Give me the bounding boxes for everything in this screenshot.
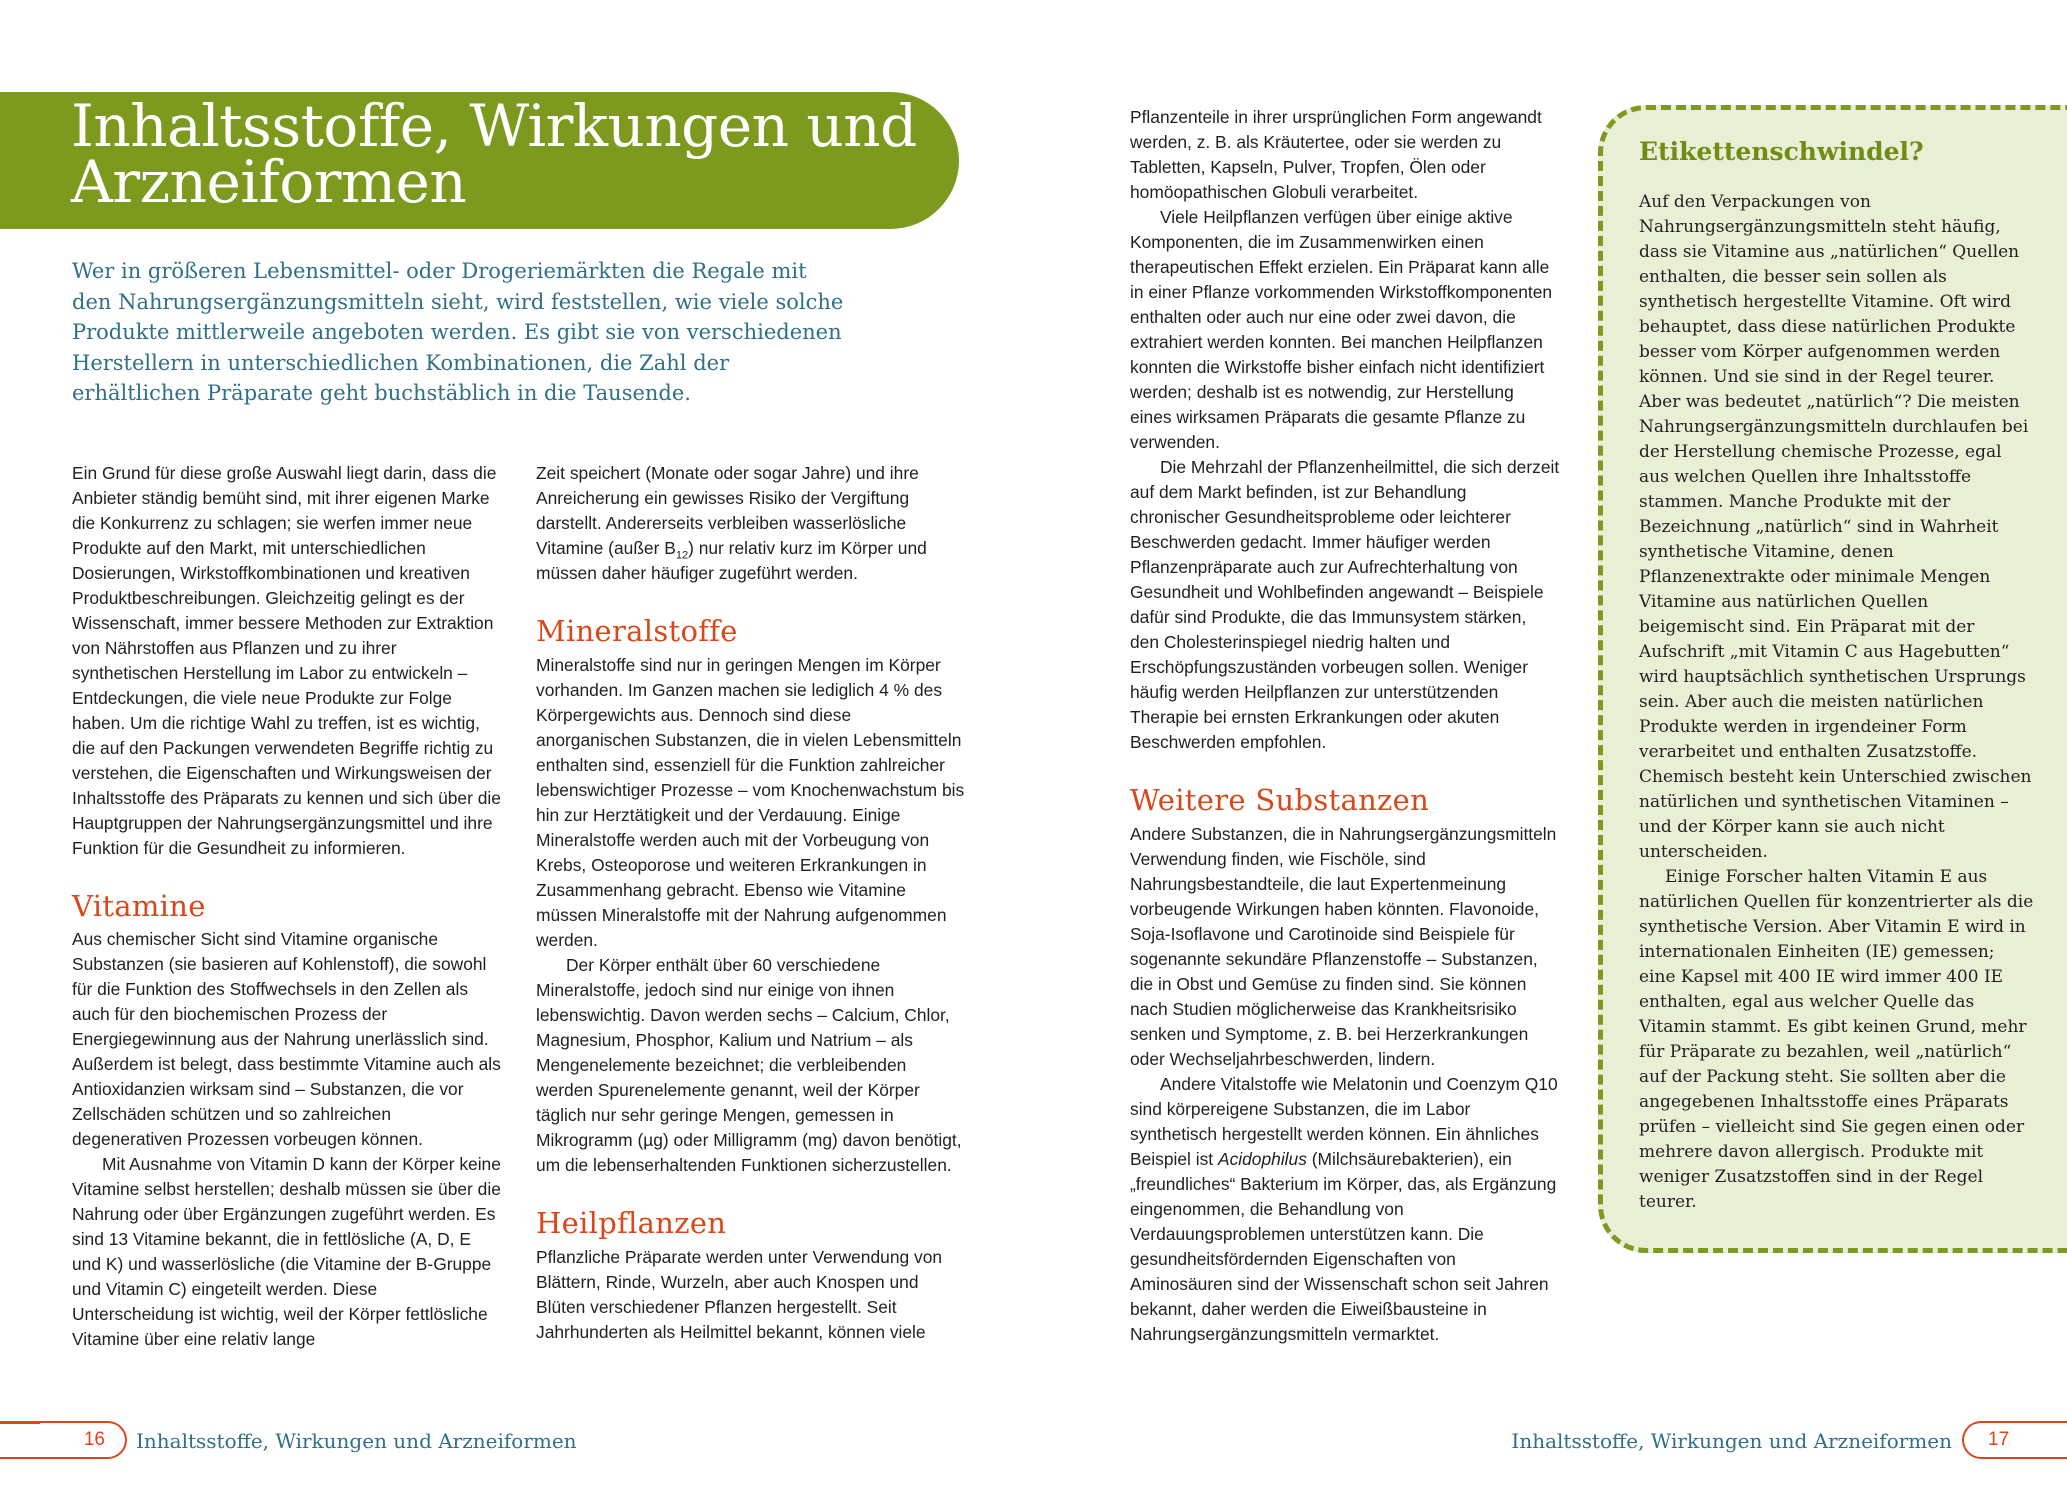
sidebar-paragraph: Einige Forscher halten Vitamin E aus natürlichen Quellen für konzentrierter als die synthetische Version. Aber Vitamin E wird in internationalen Einheiten (IE) gemessen; eine Kapsel mit 400 IE wird immer 400 IE enthalten, egal aus welcher Quelle das Vitamin stammt. Es gibt keinen Grund, mehr für Präparate zu bezahlen, weil „natürlich“ auf der Packung steht. Sie sollten aber die angegebenen Inhaltsstoffe eines Präparats prüfen – vielleicht sind Sie gegen einen oder mehrere davon allergisch. Produkte mit weniger Zusatzstoffen sind in der Regel teurer.: [1639, 867, 2034, 1212]
italic-term: Acidophilus: [1217, 1149, 1307, 1169]
body-paragraph: Aus chemischer Sicht sind Vitamine organische Substanzen (sie basieren auf Kohlenstoff), die sowohl für die Funktion des Stoffwechsels in den Zellen als auch für den biochemischen Prozess der Energiegewinnung aus der Nahrung unerlässlich sind. Außerdem ist belegt, dass bestimmte Vitamine auch als Antioxidanzien wirksam sind – Substanzen, die vor Zellschäden schützen und so zahlreichen degenerativen Prozessen vorbeugen können.: [72, 929, 501, 1149]
chapter-title-band: [0, 92, 959, 229]
text-run: Andere Vitalstoffe wie Melatonin und Coenzym Q10 sind körpereigene Substanzen, die im Labor synthetisch hergestellt werden können. Ein ähnliches Beispiel ist: [1130, 1074, 1558, 1169]
body-paragraph: Mit Ausnahme von Vitamin D kann der Körper keine Vitamine selbst herstellen; deshalb müssen sie über die Nahrung oder über Ergänzungen zugeführt werden. Es sind 13 Vitamine bekannt, die in fettlösliche (A, D, E und K) und wasserlösliche (die Vitamine der B-Gruppe und Vitamin C) eingeteilt werden. Diese Unterscheidung ist wichtig, weil der Körper fettlösliche Vitamine über eine relativ lange: [72, 1154, 501, 1349]
text-column-2: [536, 461, 966, 1345]
sidebar-paragraph: Auf den Verpackungen von Nahrungsergänzungsmitteln steht häufig, dass sie Vitamine aus „natürlichen“ Quellen enthalten, die besser sein sollen als synthetisch hergestellte Vitamine. Oft wird behauptet, dass diese natürlichen Produkte besser vom Körper aufgenommen werden können. Und sie sind in der Regel teurer. Aber was bedeutet „natürlich“? Die meisten Nahrungsergänzungsmitteln durchlaufen bei der Herstellung chemische Prozesse, egal aus welchen Quellen ihre Inhaltsstoffe stammen. Manche Produkte mit der Bezeichnung „natürlich“ sind in Wahrheit synthetische Vitamine, denen Pflanzenextrakte oder minimale Mengen Vitamine aus natürlichen Quellen beigemischt sind. Ein Präparat mit der Aufschrift „mit Vitamin C aus Hagebutten“ wird hauptsächlich synthetischen Ursprungs sein. Aber auch die meisten natürlichen Produkte werden in irgendeiner Form verarbeitet und enthalten Zusatzstoffe. Chemisch besteht kein Unterschied zwischen natürlichen und synthetischen Vitaminen – und der Körper kann sie auch nicht unterscheiden.: [1639, 192, 2032, 862]
body-paragraph: Viele Heilpflanzen verfügen über einige aktive Komponenten, die im Zusammenwirken einen therapeutischen Effekt erzielen. Ein Präparat kann alle in einer Pflanze vorkommenden Wirkstoffkomponenten enthalten oder auch nur eine oder zwei davon, die extrahiert werden konnten. Bei manchen Heilpflanzen konnten die Wirkstoffe bisher einfach nicht identifiziert werden; deshalb ist es notwendig, zur Herstellung eines wirksamen Präparats die gesamte Pflanze zu verwenden.: [1130, 207, 1553, 452]
body-paragraph: Ein Grund für diese große Auswahl liegt darin, dass die Anbieter ständig bemüht sind, mit ihrer eigenen Marke die Konkurrenz zu schlagen; sie werfen immer neue Produkte auf den Markt, mit unterschiedlichen Dosierungen, Wirkstoffkombinationen und kreativen Produktbeschreibungen. Gleichzeitig gelingt es der Wissenschaft, immer bessere Methoden zur Extraktion von Nährstoffen aus Pflanzen und zu ihrer synthetischen Herstellung im Labor zu entwickeln – Entdeckungen, die viele neue Produkte zur Folge haben. Um die richtige Wahl zu treffen, ist es wichtig, die auf den Packungen verwendeten Begriffe richtig zu verstehen, die Eigenschaften und Wirkungsweisen der Inhaltsstoffe des Präparats zu kennen und sich über die Hauptgruppen der Nahrungsergänzungsmittel und ihre Funktion für die Gesundheit zu informieren.: [72, 463, 501, 858]
chapter-title-line1: Inhaltsstoffe, Wirkungen und: [71, 92, 917, 160]
section-heading-mineralstoffe: Mineralstoffe: [536, 614, 738, 648]
text-run: Zeit speichert (Monate oder sogar Jahre) und ihre Anreicherung ein gewisses Risiko der Vergiftung darstellt. Andererseits verbleiben wasserlösliche Vitamine (außer B: [536, 463, 919, 558]
section-heading-weitere-substanzen: Weitere Substanzen: [1130, 783, 1430, 817]
body-paragraph: [1130, 1072, 1560, 1347]
body-paragraph: Pflanzliche Präparate werden unter Verwendung von Blättern, Rinde, Wurzeln, aber auch Knospen und Blüten verschiedener Pflanzen hergestellt. Seit Jahrhunderten als Heilmittel bekannt, können viele: [536, 1247, 943, 1342]
body-paragraph-continued: [536, 461, 966, 586]
body-paragraph: Die Mehrzahl der Pflanzenheilmittel, die sich derzeit auf dem Markt befinden, ist zur Behandlung chronischer Gesundheitsprobleme oder leichterer Beschwerden gedacht. Immer häufiger werden Pflanzenpräparate auch zur Aufrechterhaltung von Gesundheit und Wohlbefinden angewandt – Beispiele dafür sind Produkte, die das Immunsystem stärken, den Cholesterinspiegel niedrig halten und Erschöpfungszuständen vorbeugen sollen. Weniger häufig werden Heilpflanzen zur unterstützenden Therapie bei ernsten Erkrankungen oder akuten Beschwerden empfohlen.: [1130, 457, 1560, 752]
body-paragraph: Der Körper enthält über 60 verschiedene Mineralstoffe, jedoch sind nur einige von ihnen lebenswichtig. Davon werden sechs – Calcium, Chlor, Magnesium, Phosphor, Kalium und Natrium – als Mengenelemente bezeichnet; die verbleibenden werden Spurenelemente genannt, weil der Körper täglich nur sehr geringe Mengen, gemessen in Mikrogramm (µg) oder Milligramm (mg) davon benötigt, um die lebenserhaltenden Funktionen sicherzustellen.: [536, 955, 962, 1175]
text-column-3: [1130, 105, 1560, 1347]
chapter-title: [71, 92, 917, 216]
section-heading-heilpflanzen: Heilpflanzen: [536, 1206, 727, 1240]
body-paragraph-continued: Pflanzenteile in ihrer ursprünglichen Form angewandt werden, z. B. als Kräutertee, oder sie werden zu Tabletten, Kapseln, Pulver, Tropfen, Ölen oder homöopathischen Globuli verarbeitet.: [1130, 107, 1542, 202]
subscript: 12: [675, 549, 689, 562]
running-footer-right: Inhaltsstoffe, Wirkungen und Arzneiformen: [1511, 1429, 1952, 1453]
sidebar-box: [1598, 105, 2067, 1253]
text-run: ) nur relativ kurz im Körper und müssen daher häufiger zugeführt werden.: [536, 538, 927, 583]
intro-paragraph: Wer in größeren Lebensmittel- oder Drogeriemärkten die Regale mit den Nahrungsergänzungsmitteln sieht, wird feststellen, wie viele solche Produkte mittlerweile angeboten werden. Es gibt sie von verschiedenen Herstellern in unterschiedlichen Kombinationen, die Zahl der erhältlichen Präparate geht buchstäblich in die Tausende.: [72, 259, 844, 405]
running-footer-left: Inhaltsstoffe, Wirkungen und Arzneiformen: [136, 1429, 577, 1453]
sidebar-text: [1639, 190, 2034, 1215]
body-paragraph: Mineralstoffe sind nur in geringen Mengen im Körper vorhanden. Im Ganzen machen sie lediglich 4 % des Körpergewichts aus. Dennoch sind diese anorganischen Substanzen, die in vielen Lebensmitteln enthalten sind, essenziell für die Funktion zahlreicher lebenswichtiger Prozesse – vom Knochenwachstum bis hin zur Herztätigkeit und der Verdauung. Einige Mineralstoffe werden auch mit der Vorbeugung von Krebs, Osteoporose und weiteren Erkrankungen in Zusammenhang gebracht. Ebenso wie Vitamine müssen Mineralstoffe mit der Nahrung aufgenommen werden.: [536, 655, 965, 950]
chapter-title-line2: Arzneiformen: [71, 148, 467, 216]
page-number-left: 16: [0, 1421, 127, 1459]
body-paragraph: Andere Substanzen, die in Nahrungsergänzungsmitteln Verwendung finden, wie Fischöle, sind Nahrungsbestandteile, die laut Expertenmeinung vorbeugende Wirkungen haben könnten. Flavonoide, Soja-Isoflavone und Carotinoide sind Beispiele für sogenannte sekundäre Pflanzenstoffe – Substanzen, die in Obst und Gemüse zu finden sind. Sie können nach Studien möglicherweise das Krankheitsrisiko senken und Symptome, z. B. bei Herzerkrankungen oder Wechseljahrbeschwerden, lindern.: [1130, 824, 1557, 1069]
page-number-right: 17: [1962, 1421, 2067, 1459]
section-heading-vitamine: Vitamine: [72, 889, 206, 923]
sidebar-title: Etikettenschwindel?: [1639, 137, 1924, 166]
text-column-1: [72, 461, 502, 1352]
text-run: (Milchsäurebakterien), ein „freundliches“ Bakterium im Körper, das, als Ergänzung eingenommen, die Behandlung von Verdauungsproblemen unterstützen kann. Die gesundheitsfördernden Eigenschaften von Aminosäuren sind der Wissenschaft schon seit Jahren bekannt, daher werden die Eiweißbausteine in Nahrungsergänzungsmitteln vermarktet.: [1130, 1149, 1557, 1344]
